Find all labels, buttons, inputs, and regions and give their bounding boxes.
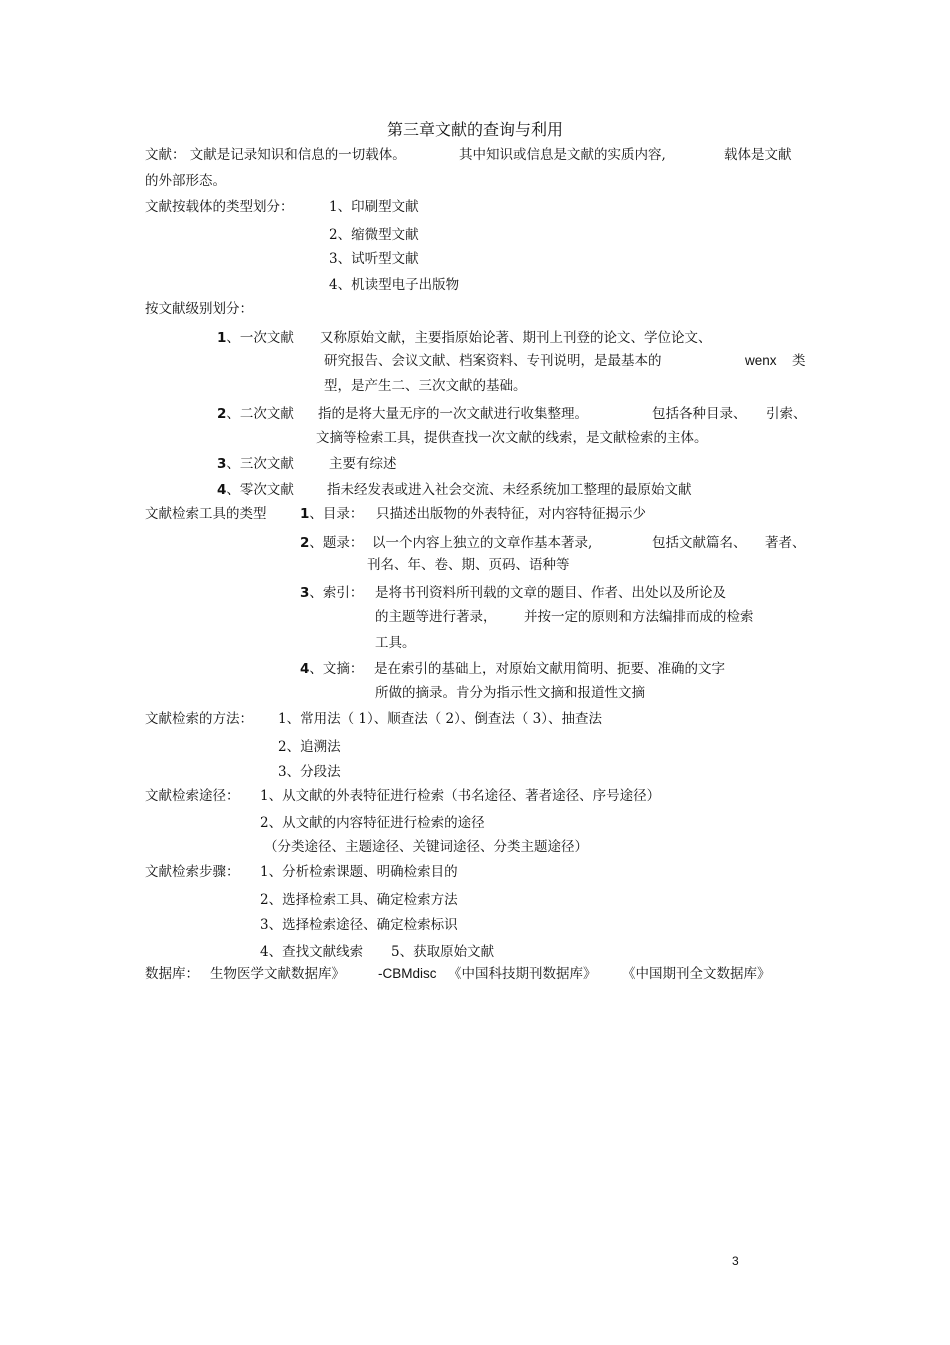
- carrier-types-label: 文献按载体的类型划分：: [145, 199, 294, 215]
- level-second-heading: 2、二次文献: [217, 406, 294, 422]
- level-zero-desc: 指未经发表或进入社会交流、未经系统加工整理的最原始文献: [327, 482, 692, 498]
- steps-line3: 3、选择检索途径、确定检索标识: [260, 917, 458, 933]
- level-first-line2c: 类: [792, 353, 806, 369]
- level-first-line2a: 研究报告、会议文献、档案资料、专刊说明，是最基本的: [324, 353, 662, 369]
- tools-label: 文献检索工具的类型: [145, 506, 267, 522]
- level-second-line1a: 指的是将大量无序的一次文献进行收集整理。: [318, 406, 588, 422]
- database-item: 《中国期刊全文数据库》: [622, 966, 771, 982]
- steps-line2: 2、选择检索工具、确定检索方法: [260, 892, 458, 908]
- tool-index-line2a: 的主题等进行著录，: [375, 609, 497, 625]
- carrier-type-item: 1、印刷型文献: [329, 199, 419, 215]
- steps-line1: 1、分析检索课题、明确检索目的: [260, 864, 458, 880]
- tool-abstract-heading: 4、文摘：: [300, 661, 364, 677]
- approaches-line3: （分类途径、主题途径、关键词途径、分类主题途径）: [264, 839, 588, 855]
- definition-line1a: 文献： 文献是记录知识和信息的一切载体。: [145, 147, 406, 163]
- levels-label: 按文献级别划分：: [145, 301, 253, 317]
- carrier-type-item: 2、缩微型文献: [329, 227, 419, 243]
- tool-abstract-line1: 是在索引的基础上，对原始文献用简明、扼要、准确的文字: [374, 661, 725, 677]
- tool-title-heading: 2、题录：: [300, 535, 364, 551]
- definition-line1b: 其中知识或信息是文献的实质内容,: [459, 147, 666, 163]
- tool-title-line1a: 以一个内容上独立的文章作基本著录,: [372, 535, 593, 551]
- level-second-line1c: 引索、: [766, 406, 807, 422]
- databases-label: 数据库：: [145, 966, 199, 982]
- tool-catalog-heading: 1、目录：: [300, 506, 364, 522]
- database-item: 《中国科技期刊数据库》: [448, 966, 597, 982]
- level-second-line2: 文摘等检索工具，提供查找一次文献的线索，是文献检索的主体。: [316, 430, 708, 446]
- methods-line3: 3、分段法: [278, 764, 341, 780]
- tool-title-line2: 刊名、年、卷、期、页码、语种等: [367, 557, 570, 573]
- carrier-type-item: 4、机读型电子出版物: [329, 277, 460, 293]
- level-third-heading: 3、三次文献: [217, 456, 294, 472]
- level-zero-heading: 4、零次文献: [217, 482, 294, 498]
- level-third-desc: 主要有综述: [329, 456, 397, 472]
- database-item: 生物医学文献数据库》: [210, 966, 345, 982]
- tool-index-line1: 是将书刊资料所刊载的文章的题目、作者、出处以及所论及: [375, 585, 726, 601]
- carrier-type-item: 3、试听型文献: [329, 251, 419, 267]
- definition-line2: 的外部形态。: [145, 173, 226, 189]
- definition-line1c: 载体是文献: [724, 147, 792, 163]
- tool-title-line1c: 著者、: [765, 535, 806, 551]
- level-first-line1: 又称原始文献，主要指原始论著、期刊上刊登的论文、学位论文、: [320, 330, 712, 346]
- tool-index-line2b: 并按一定的原则和方法编排而成的检索: [524, 609, 754, 625]
- methods-line1: 1、常用法（ 1）、顺查法（ 2）、倒查法（ 3）、抽查法: [278, 711, 602, 727]
- database-item-code: -CBMdisc: [378, 966, 437, 981]
- page-number: 3: [732, 1254, 739, 1268]
- tool-catalog-desc: 只描述出版物的外表特征，对内容特征揭示少: [376, 506, 646, 522]
- steps-line4b: 5、获取原始文献: [391, 944, 495, 960]
- approaches-line2: 2、从文献的内容特征进行检索的途径: [260, 815, 485, 831]
- tool-index-heading: 3、索引：: [300, 585, 364, 601]
- approaches-label: 文献检索途径：: [145, 788, 240, 804]
- approaches-line1: 1、从文献的外表特征进行检索（书名途径、著者途径、序号途径）: [260, 788, 661, 804]
- tool-title-line1b: 包括文献篇名、: [652, 535, 747, 551]
- methods-line2: 2、追溯法: [278, 739, 341, 755]
- level-first-line2b: wenx: [745, 353, 777, 368]
- page-title: 第三章文献的查询与利用: [386, 120, 563, 139]
- tool-abstract-line2: 所做的摘录。肯分为指示性文摘和报道性文摘: [375, 685, 645, 701]
- level-second-line1b: 包括各种目录、: [652, 406, 747, 422]
- level-first-heading: 1、一次文献: [217, 330, 294, 346]
- steps-line4a: 4、查找文献线索: [260, 944, 364, 960]
- methods-label: 文献检索的方法：: [145, 711, 253, 727]
- steps-label: 文献检索步骤：: [145, 864, 240, 880]
- tool-index-line3: 工具。: [375, 635, 416, 651]
- level-first-line3: 型，是产生二、三次文献的基础。: [324, 378, 527, 394]
